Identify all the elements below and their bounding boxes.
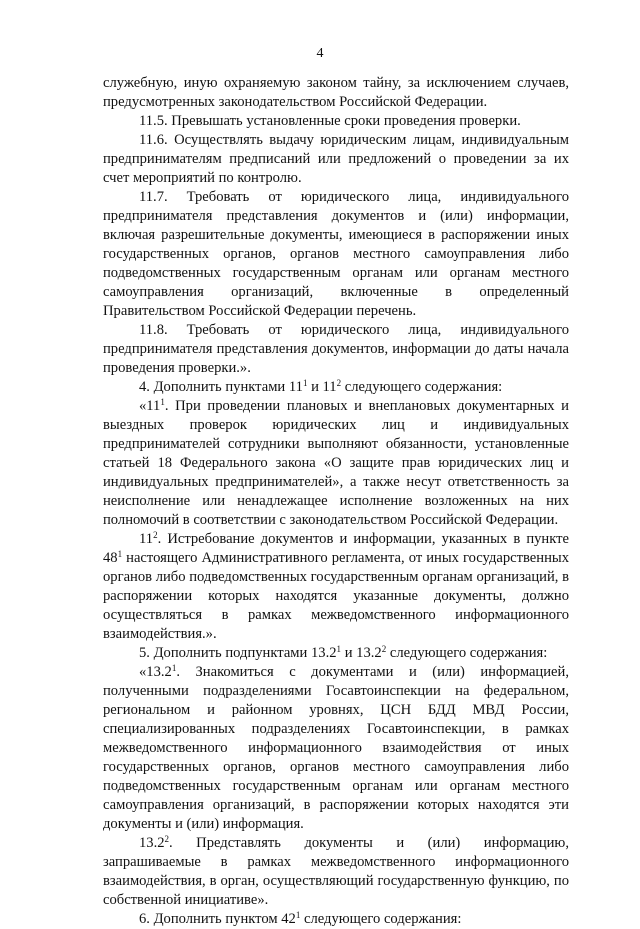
item-13-2-1: «13.2$^1$. Знакомиться с документами и (или) информацией, полученными подразделениями Госавтоинспекции на федеральном, региональном и районном уровнях, ЦСН БДД МВД России, специализированных подразделениях Госавтоинспекции, в рамках межведомственного информационного взаимодействия от иных государственных органов, органов местного самоуправления либо подведомственных государственным органам или органам местного самоуправления организаций, в распоряжении которых находятся эти документы и (или) информация. <box>103 663 569 832</box>
item-11-1: «$11^1$. При проведении плановых и внеплановых документарных и выездных проверок юридических лиц и индивидуальных предпринимателей сотрудники выполняют обязанности, установленные статьей 18 Федерального закона «О защите прав юридических лиц и индивидуальных предпринимателей», а также несут ответственность за неисполнение или ненадлежащее исполнение возложенных на них полномочий в соответствии с законодательством Российской Федерации. <box>103 397 569 528</box>
instruction-4: 4. Дополнить пунктами $11^1$ и $11^2$ следующего содержания: <box>139 378 503 395</box>
page-number: 4 <box>316 46 324 61</box>
paragraph-continuation: служебную, иную охраняемую законом тайну, за исключением случаев, предусмотренных законодательством Российской Федерации. <box>103 75 569 110</box>
instruction-5: 5. Дополнить подпунктами 13.2$^1$ и 13.2$^2$ следующего содержания: <box>139 644 548 661</box>
item-11-5: 11.5. Превышать установленные сроки проведения проверки. <box>139 113 521 129</box>
item-11-6: 11.6. Осуществлять выдачу юридическим лицам, индивидуальным предпринимателям предписаний или предложений о проведении за их счет мероприятий по контролю. <box>103 132 569 186</box>
item-13-2-2: 13.2$^2$. Представлять документы и (или) информацию, запрашиваемые в рамках межведомственного информационного взаимодействия, в орган, осуществляющий государственную функцию, по собственной инициативе». <box>103 834 569 908</box>
document-body <box>103 74 569 929</box>
item-11-8: 11.8. Требовать от юридического лица, индивидуального предпринимателя представления документов, информации до даты начала проведения проверки.». <box>103 322 569 376</box>
item-11-2: $11^2$. Истребование документов и информации, указанных в пункте $48^1$ настоящего Административного регламента, от иных государственных органов либо подведомственных государственным органам организаций, в распоряжении которых находятся указанные документы, должно осуществляться в рамках межведомственного информационного взаимодействия.». <box>103 530 569 642</box>
item-11-7: 11.7. Требовать от юридического лица, индивидуального предпринимателя представления документов и (или) информации, включая разрешительные документы, имеющиеся в распоряжении иных государственных органов, органов местного самоуправления либо подведомственных государственным органам или органам местного самоуправления организаций, включенные в определенный Правительством Российской Федерации перечень. <box>103 189 569 319</box>
instruction-6: 6. Дополнить пунктом $42^1$ следующего содержания: <box>139 910 462 927</box>
